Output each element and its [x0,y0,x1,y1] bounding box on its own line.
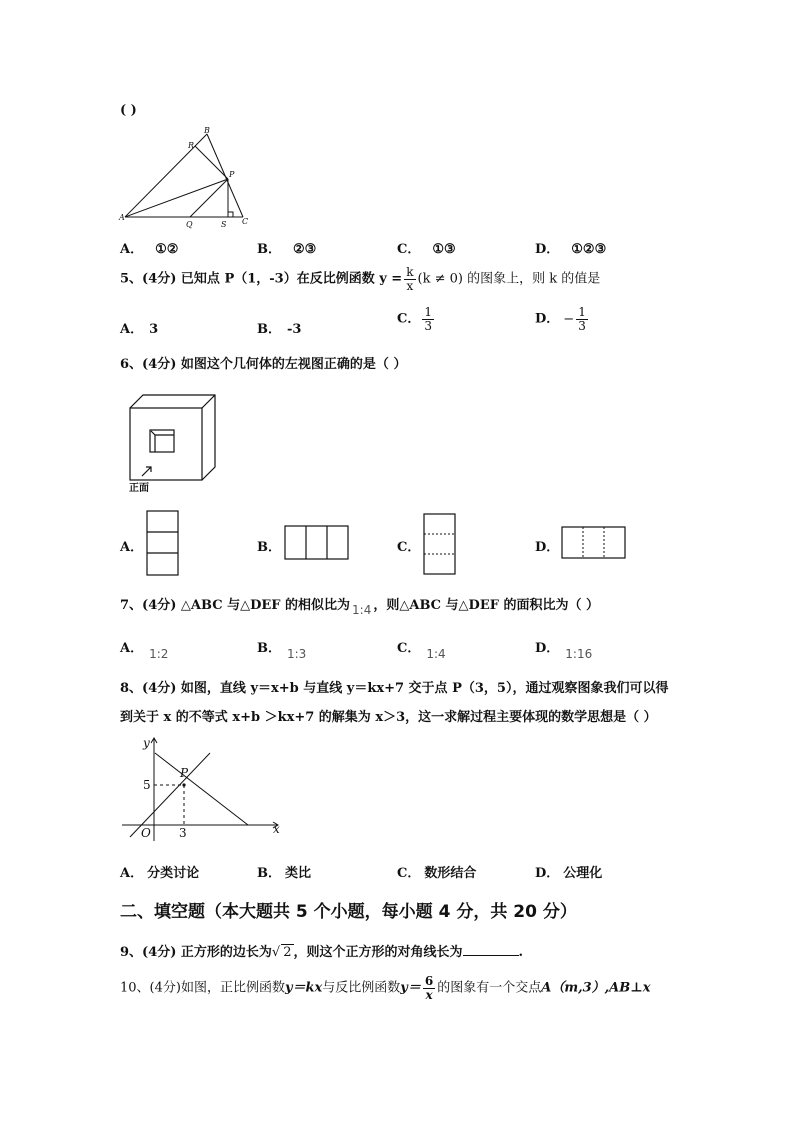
q8-option-c[interactable]: C． 数形结合 [397,866,477,881]
q9-answer-blank[interactable] [463,943,519,956]
q5-option-b[interactable]: B． -3 [257,322,302,337]
q5-option-c[interactable]: C． $\frac{1}{3}$ [397,305,432,333]
q6-option-c-view [423,513,457,577]
point-p-label: P [180,766,189,780]
label-q: Q [186,220,193,229]
q7-option-a[interactable]: A． 1:2 [120,641,169,661]
q8-option-a[interactable]: A． 分类讨论 [120,866,200,881]
q7-stem: 7、(4分) △ABC 与△DEF 的相似比为 1:4 ，则△ABC 与△DEF 的面积比为（ ） [120,598,600,617]
label-b: B [204,126,210,135]
segment-ap [125,179,228,217]
q4-option-b[interactable]: B． ②③ [257,242,317,257]
cube-front-face [130,408,202,480]
q8-stem-line-2: 到关于 x 的不等式 x+b ＞kx+7 的解集为 x＞3，这一求解过程主要体现的数学思想是（ ） [120,710,657,725]
q5-fraction: $\frac{k}{x}$ [406,265,414,293]
q4-option-c[interactable]: C． ①③ [397,242,456,257]
label-c: C [242,217,249,226]
q4-option-a[interactable]: A． ①② [120,242,179,257]
section-2-title: 二、填空题（本大题共 5 个小题，每小题 4 分，共 20 分） [120,902,577,922]
q6-option-d-view [561,526,627,560]
q6-option-b-label[interactable]: B． [257,540,281,555]
q4-option-d[interactable]: D． ①②③ [535,242,607,257]
q10-fraction: $\frac{6}{x}$ [424,974,434,1002]
q6-option-d-label[interactable]: D． [535,540,560,555]
q6-stem: 6、(4分) 如图这个几何体的左视图正确的是（ ） [120,357,407,372]
q5-stem: 5、(4分) 已知点 P（1，-3）在反比例函数 y = $\frac{k}{x}$ (k ≠ 0) 的图象上，则 k 的值是 [120,265,601,293]
tick-label-3: 3 [179,826,187,840]
q6-cube-figure [125,390,225,494]
front-arrow [142,467,151,476]
origin-label: O [141,826,151,840]
q9-stem: 9、(4分) 正方形的边长为√ 2 ，则这个正方形的对角线长为 . [120,945,524,960]
q6-option-a-view [146,510,180,578]
q5-option-d[interactable]: D． − $\frac{1}{3}$ [535,305,586,333]
q8-line-graph [118,733,288,845]
q7-option-d[interactable]: D． 1:16 [535,641,593,661]
x-axis-label: x [273,822,280,836]
q7-option-b[interactable]: B． 1:3 [257,641,307,661]
front-label: 正面 [129,483,149,494]
q10-stem: 10、(4分)如图，正比例函数y＝kx与反比例函数y＝ $\frac{6}{x}$ 的图象有一个交点A（m,3）,AB⊥x [120,974,651,1002]
label-a: A [119,213,125,222]
line-y-kx-plus-7 [155,753,248,825]
q4-triangle-figure [118,126,258,230]
q7-option-c[interactable]: C． 1:4 [397,641,446,661]
q8-option-d[interactable]: D． 公理化 [535,866,603,881]
segment-qp [190,179,228,217]
line-y-x-plus-b [130,753,210,837]
segment-rp [195,146,228,179]
label-s: S [221,220,227,229]
q6-option-c-label[interactable]: C． [397,540,421,555]
right-angle-mark [228,212,233,217]
y-axis-label: y [143,736,150,750]
q5-option-a[interactable]: A． 3 [120,322,159,337]
label-p: P [229,170,235,179]
question-answer-bracket: ( ) [120,103,137,118]
label-r: R [188,141,195,150]
q8-option-b[interactable]: B． 类比 [257,866,312,881]
q6-option-b-view [284,525,350,561]
tick-label-5: 5 [143,778,151,792]
q6-option-a-label[interactable]: A． [120,540,144,555]
q8-stem-line-1: 8、(4分) 如图，直线 y＝x+b 与直线 y＝kx+7 交于点 P（3，5），通过观察图象我们可以得 [120,681,669,696]
segment-ab [125,134,207,217]
